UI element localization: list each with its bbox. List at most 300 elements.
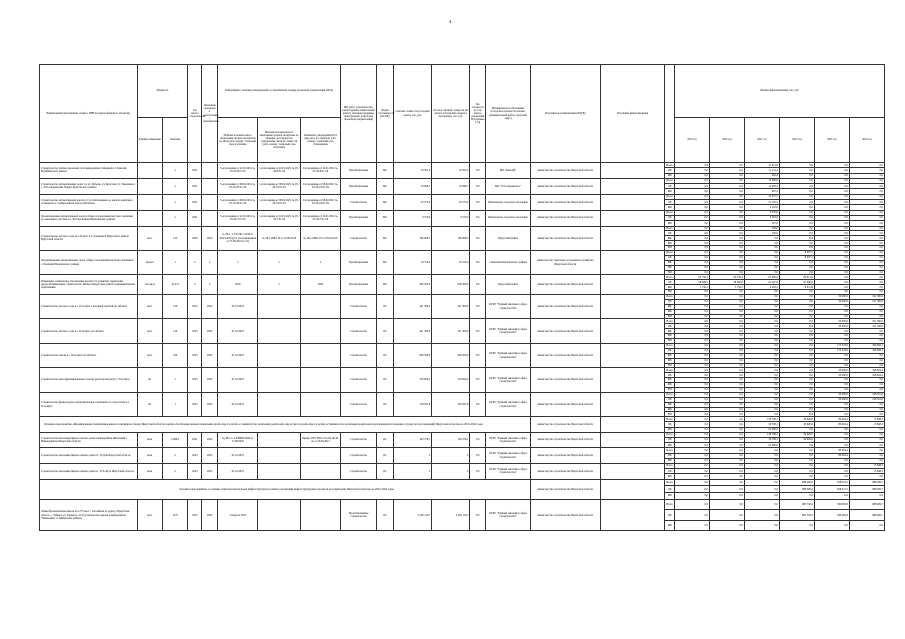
amount-cell: 0,0 — [814, 251, 849, 256]
amount-cell: 0,0 — [814, 458, 849, 463]
source-cell: ФБ — [665, 378, 675, 383]
amount-cell: 0,0 — [779, 453, 814, 458]
pd-a-cell: Согласование от 08.02.2021 № 05-59-24/21-59 — [218, 194, 258, 210]
amount-cell: 0,0 — [744, 368, 779, 373]
pd-a-cell: Согласование от 22.01.2021 № 05-59-8/21-59 — [218, 163, 258, 179]
amount-cell: 0,0 — [674, 226, 709, 231]
amount-cell: 0,0 — [674, 260, 709, 265]
remaining-cell: х — [432, 463, 470, 479]
amount-cell: 9 263,0 — [744, 215, 779, 220]
amount-cell: 0,0 — [709, 438, 744, 443]
amount-cell: 0,0 — [849, 520, 884, 531]
amount-cell: 0,0 — [674, 448, 709, 453]
amount-cell: 0,0 — [744, 363, 779, 368]
amount-cell: 0,0 — [674, 469, 709, 474]
amount-cell: 29 920,0 — [779, 422, 814, 427]
amount-cell: 0,0 — [779, 200, 814, 205]
estimate-cell: 241 300,0 — [394, 295, 432, 319]
amount-cell: 0,0 — [744, 392, 779, 397]
amount-cell: 0,0 — [744, 295, 779, 300]
executor-cell: министерство строительства Иркутской области — [530, 432, 600, 448]
source-cell: ОБ — [665, 397, 675, 402]
source-cell: Всего — [665, 479, 675, 486]
amount-cell: 0,0 — [814, 427, 849, 432]
amount-cell: 0,0 — [709, 479, 744, 486]
amount-cell: 0,0 — [849, 378, 884, 383]
gap-cell — [600, 448, 665, 464]
municipality-cell: МО "Усть-Ордынское" — [486, 178, 531, 194]
object-name: Строительство детского сада в г. Усть-Куте на 140 мест — [40, 319, 138, 343]
amount-cell: 0,0 — [814, 438, 849, 443]
start-year-cell: 2023 — [188, 368, 202, 392]
amount-cell: 0,0 — [744, 324, 779, 329]
amount-cell: 0,0 — [744, 334, 779, 339]
object-name: Строительство детского сада в г. Усть-Куте с ясельной группой на 140 мест — [40, 295, 138, 319]
ownership-cell: МС — [377, 275, 394, 295]
source-cell: ОБ — [665, 486, 675, 493]
amount-cell: 0,0 — [849, 210, 884, 215]
amount-cell: 0,0 — [674, 453, 709, 458]
amount-cell: 0,0 — [849, 290, 884, 295]
amount-cell: 0,0 — [674, 309, 709, 314]
ownership-cell: МС — [377, 178, 394, 194]
source-cell: МБ — [665, 427, 675, 432]
source-cell: ВИ — [665, 290, 675, 295]
source-cell: Всего — [666, 275, 673, 279]
amount-cell: 0,0 — [674, 200, 709, 205]
amount-cell: 0,0 — [744, 407, 779, 412]
amount-cell: 0,0 — [849, 453, 884, 458]
col-pd-b: Наличие положительного заключения органов экспертизы по проверке достоверности определения сметной стоимости (дата, номер) / плановый срок получения — [258, 118, 300, 163]
amount-cell: 0,0 — [814, 407, 849, 412]
amount-cell: 0,0 — [779, 348, 814, 353]
amount-cell: 0,0 — [744, 329, 779, 334]
pd-c-cell — [300, 392, 340, 416]
amount-cell: 191 300,0 — [849, 324, 884, 329]
estimate-cell: х — [394, 463, 432, 479]
amount-cell: 0,0 — [674, 417, 709, 422]
estimate-cell: х — [394, 448, 432, 464]
amount-cell: 256,0 — [744, 231, 779, 236]
amount-cell: 0,0 — [709, 260, 744, 265]
amount-cell: 0,0 — [744, 402, 779, 407]
amount-cell: 0,0 — [849, 163, 884, 168]
amount-cell: 59 798,1 — [744, 438, 779, 443]
amount-cell: 0,0 — [709, 368, 744, 373]
executor-cell: министерство строительства Иркутской области — [530, 275, 600, 295]
amount-cell: 0,0 — [814, 474, 849, 479]
amount-cell: 0,0 — [744, 479, 779, 486]
amount-cell: 50 000,0 — [814, 299, 849, 304]
source-cell: МБ — [665, 265, 675, 270]
source-cell: ВИ — [665, 246, 675, 251]
amount-cell: 0,0 — [709, 304, 744, 309]
amount-cell: 0,0 — [674, 163, 709, 168]
col-start-year: Год начала строительства — [188, 65, 202, 163]
finish-cell — [202, 194, 218, 210]
pd-b-cell — [258, 368, 300, 392]
amount-cell: 61 000,0 — [744, 427, 779, 432]
amount-cell: 0,0 — [779, 194, 814, 199]
amount-cell: 0,0 — [709, 251, 744, 256]
amount-cell: 0,0 — [779, 463, 814, 468]
amount-cell: 0,0 — [674, 412, 709, 417]
pd-a-cell: 01.01.2023 — [218, 392, 258, 416]
pd-c-cell: 2020 — [300, 275, 340, 295]
amount-cell: 0,0 — [849, 387, 884, 392]
pd-a-cell: 01.01.2023 — [218, 368, 258, 392]
amount-cell: 0,0 — [709, 221, 744, 226]
source-cell: МБ — [665, 443, 675, 448]
amount-cell: 0,0 — [709, 474, 744, 479]
amount-cell: 6 402,2 — [744, 285, 779, 290]
remaining-cell: 936 200,0 — [432, 275, 470, 295]
amount-cell: 0,0 — [709, 246, 744, 251]
amount-cell: 988 469,7 — [849, 486, 884, 493]
amount-cell: 0,0 — [814, 255, 849, 260]
amount-cell: 0,0 — [744, 314, 779, 319]
pd-b-cell: х — [258, 251, 300, 275]
amount-cell: 0,0 — [744, 236, 779, 241]
estimate-cell: 163 378,1 — [394, 432, 432, 448]
pd-b-cell — [258, 499, 300, 531]
ownership-cell: ОС — [377, 343, 394, 367]
value-cell: х — [162, 163, 187, 179]
source-cell: МБ — [665, 358, 675, 363]
amount-cell: 0,0 — [779, 474, 814, 479]
start-year-cell: 2021 — [188, 163, 202, 179]
municipality-cell: ОГКУ "Единый заказчик в сфере строительства" — [486, 432, 531, 448]
ownership-cell: ОС — [377, 448, 394, 464]
source-cell: Всего — [666, 163, 673, 167]
gap-cell — [600, 163, 665, 179]
amount-cell: 50 000,0 — [814, 319, 849, 324]
amount-cell: 0,0 — [709, 236, 744, 241]
amount-cell: 0,0 — [709, 290, 744, 295]
header-row-1 — [40, 65, 885, 118]
amount-cell: 0,0 — [779, 314, 814, 319]
amount-cell: 0,0 — [814, 226, 849, 231]
object-name: Строительство автомобильных дорог по ул. Победы, ул. Братская, ул. Тимохина в с. Усть-Ордынский Эхирит-Булагатского района — [40, 178, 138, 194]
executor-cell: министерство строительства Иркутской области — [530, 178, 600, 194]
value-cell: 1275 — [162, 499, 187, 531]
source-cell: ВИ — [665, 387, 675, 392]
start-year-cell: 2021 — [188, 432, 202, 448]
executor-cell: министерство строительства Иркутской области — [530, 343, 600, 367]
amount-cell: 0,0 — [674, 241, 709, 246]
amount-cell: 0,0 — [814, 304, 849, 309]
amount-cell: 168 824,4 — [849, 368, 884, 373]
estimate-cell: 936 200,0 — [394, 275, 432, 295]
section-title: Основное мероприятие «Создание общеобразовательной инфраструктуры в рамках реализации инфраструктурных проектов на территории Иркутской области» на 2022-2024 годы — [40, 479, 531, 499]
amount-cell: 15 848,3 — [849, 417, 884, 422]
readiness-cell: 0% — [470, 194, 486, 210]
source-cell: ОБ — [665, 299, 675, 304]
col-year-2022: 2022 год — [779, 118, 814, 163]
amount-cell: 0,0 — [849, 448, 884, 453]
amount-cell: 0,0 — [814, 469, 849, 474]
amount-cell: 0,0 — [709, 226, 744, 231]
estimate-cell: 218 561,8 — [394, 392, 432, 416]
value-cell: 520 — [162, 343, 187, 367]
amount-cell: 0,0 — [779, 215, 814, 220]
value-cell: 145 — [162, 226, 187, 250]
amount-cell: 0,0 — [709, 397, 744, 402]
amount-cell: 0,0 — [744, 373, 779, 378]
amount-cell: 0,0 — [779, 319, 814, 324]
pd-b-cell: Согласование от 22.01.2021 № 05-59-7/21-59 — [258, 210, 300, 226]
amount-cell: 0,0 — [674, 397, 709, 402]
amount-cell: 0,0 — [744, 319, 779, 324]
unit-cell: шт — [137, 368, 162, 392]
amount-cell: 0,0 — [814, 520, 849, 531]
object-name: Строительство детского сада на 145 мест в п. Дзержинск Иркутского района Иркутской области — [40, 226, 138, 250]
amount-cell: 0,0 — [849, 215, 884, 220]
amount-cell: 0,0 — [849, 285, 884, 290]
pd-a-cell: № 38-1-1-3-031611-2019 от 20.05.2019 (утв. распоряжением от 27.06.2019 № 51) — [218, 226, 258, 250]
object-name: Строительство многофункционального центра (дома культуры) в г. Усть-Куте — [40, 368, 138, 392]
amount-cell: 0,0 — [849, 339, 884, 344]
amount-cell: 0,0 — [674, 493, 709, 500]
amount-cell: 0,0 — [814, 173, 849, 178]
source-cell: ОБ — [665, 469, 675, 474]
amount-cell: 0,0 — [814, 270, 849, 275]
estimate-cell: 660 500,0 — [394, 343, 432, 367]
work-type-cell: Проектирование/строительство — [341, 499, 377, 531]
amount-cell: 0,0 — [779, 184, 814, 189]
amount-cell: 0,0 — [849, 334, 884, 339]
executor-cell: министерство строительства Иркутской области — [530, 463, 600, 479]
finish-cell: 2022 — [202, 432, 218, 448]
ownership-cell: ОС — [377, 368, 394, 392]
amount-cell: 0,0 — [779, 383, 814, 388]
gap-cell — [600, 499, 665, 531]
unit-cell: мест — [137, 499, 162, 531]
amount-cell: 0,0 — [744, 397, 779, 402]
amount-cell: 0,0 — [709, 463, 744, 468]
executor-cell: министерство строительства Иркутской области — [530, 448, 600, 464]
object-name: Проектирование автомобильной дороги общего пользования местного значения до земельных участков в с. Чистые Ключи Шелеховского района — [40, 210, 138, 226]
gap-cell — [600, 479, 665, 499]
amount-cell: 346 956,1 — [849, 343, 884, 348]
value-cell: 140 — [162, 295, 187, 319]
finish-cell: 2024 — [202, 499, 218, 531]
source-cell: Всего — [666, 417, 673, 421]
amount-cell: 191 300,0 — [849, 319, 884, 324]
amount-cell: 0,0 — [709, 348, 744, 353]
amount-cell: 58 000,0 — [709, 280, 744, 285]
amount-cell: 0,0 — [814, 378, 849, 383]
amount-cell: 0,0 — [674, 221, 709, 226]
source-cell: МБ — [665, 458, 675, 463]
value-cell: х — [162, 194, 187, 210]
pd-a-cell: № 38-1-1-3-038608-2020 от 17.08.2020 — [218, 432, 258, 448]
col-ownership: Форма собственности (ОС/МС) — [377, 65, 394, 163]
source-cell: Всего — [666, 344, 673, 348]
amount-cell: 168 561,8 — [849, 392, 884, 397]
amount-cell: 0,0 — [779, 221, 814, 226]
col-readiness: Тех. готовность (в % на начало реализации Программы (%)) — [470, 65, 486, 163]
amount-cell: 0,0 — [849, 255, 884, 260]
amount-cell: 0,0 — [814, 443, 849, 448]
work-type-cell: Строительство — [341, 295, 377, 319]
pd-a-cell: 01.01.2023 — [218, 295, 258, 319]
amount-cell: 0,0 — [779, 427, 814, 432]
amount-cell: 0,0 — [744, 358, 779, 363]
amount-cell: 29 920,0 — [779, 432, 814, 437]
amount-cell: 0,0 — [814, 383, 849, 388]
amount-cell: 12 083,4 — [744, 184, 779, 189]
amount-cell: 29 920,0 — [779, 438, 814, 443]
amount-cell: 0,0 — [674, 520, 709, 531]
amount-cell: 0,0 — [674, 343, 709, 348]
col-estimate: Сметная стоимость (в текущих ценах), тыс. руб. — [394, 65, 432, 163]
estimate-cell: 241 300,0 — [394, 319, 432, 343]
amount-cell: 0,0 — [849, 221, 884, 226]
unit-cell: кв.м — [137, 432, 162, 448]
amount-cell: 0,0 — [709, 270, 744, 275]
amount-cell: 0,0 — [674, 184, 709, 189]
start-year-cell: 2023 — [188, 463, 202, 479]
municipality-cell: ОГКУ "Единый заказчик в сфере строительства" — [486, 368, 531, 392]
remaining-cell: 2 340 110,7 — [432, 499, 470, 531]
source-cell: МБ — [665, 493, 675, 500]
amount-cell: 0,0 — [779, 265, 814, 270]
amount-cell: 0,0 — [779, 246, 814, 251]
source-cell: МБ — [665, 221, 675, 226]
readiness-cell: 0% — [470, 251, 486, 275]
amount-cell: 0,0 — [779, 304, 814, 309]
municipality-cell: ОГКУ "Единый заказчик в сфере строительства" — [486, 448, 531, 464]
amount-cell: 0,0 — [744, 499, 779, 510]
amount-cell: 0,0 — [779, 373, 814, 378]
source-cell: ОБ — [665, 200, 675, 205]
amount-cell: 0,0 — [744, 412, 779, 417]
amount-cell: 0,0 — [814, 329, 849, 334]
amount-cell: 0,0 — [674, 443, 709, 448]
amount-cell: 50 000,0 — [814, 373, 849, 378]
work-type-cell: Проектирование — [341, 251, 377, 275]
pd-c-cell: Согласование от 22.01.2021 № 05-59-8/21-59 — [300, 163, 340, 179]
amount-cell: 0,0 — [849, 194, 884, 199]
amount-cell: 3 756,3 — [674, 285, 709, 290]
amount-cell: 0,0 — [779, 309, 814, 314]
pd-c-cell — [300, 368, 340, 392]
amount-cell: 0,0 — [849, 275, 884, 280]
amount-cell: 0,0 — [779, 241, 814, 246]
source-cell: Всего — [666, 464, 673, 468]
source-cell: Всего — [666, 179, 673, 183]
source-cell: МБ — [665, 474, 675, 479]
amount-cell: 0,0 — [849, 241, 884, 246]
start-year-cell: 2021 — [188, 178, 202, 194]
col-work-type: Вид работ (строительство, реконструкция, капитальный ремонт, техперевооружение, приобретение, разработка проектной документации) — [341, 65, 377, 163]
amount-cell: 0,0 — [814, 463, 849, 468]
pd-a-cell: 01.01.2023 — [218, 319, 258, 343]
executor-cell: министерство строительства Иркутской области — [530, 163, 600, 179]
amount-cell: 15 848,3 — [849, 463, 884, 468]
amount-cell: 0,0 — [709, 486, 744, 493]
estimate-cell: 18 314,0 — [394, 251, 432, 275]
amount-cell: 0,0 — [849, 474, 884, 479]
estimate-cell: 23 275,0 — [394, 194, 432, 210]
amount-cell: 0,0 — [709, 189, 744, 194]
gap-cell — [600, 343, 665, 367]
amount-cell: 0,0 — [814, 309, 849, 314]
amount-cell: 0,0 — [779, 290, 814, 295]
pd-b-cell — [258, 295, 300, 319]
amount-cell: 128 798,1 — [744, 432, 779, 437]
source-cell: ОБ — [665, 184, 675, 189]
amount-cell: 0,0 — [674, 438, 709, 443]
finish-cell: 2024 — [202, 343, 218, 367]
amount-cell: 61 497,8 — [744, 280, 779, 285]
municipality-cell: ОГКУ "Единый заказчик в сфере строительства" — [486, 319, 531, 343]
amount-cell: 0,0 — [709, 458, 744, 463]
object-name: Строительство школы в г. Усть-Куте на 520 мест — [40, 343, 138, 367]
pd-a-cell: 01.01.2023 — [218, 463, 258, 479]
source-cell: ОБ — [665, 215, 675, 220]
gap-cell — [600, 463, 665, 479]
amount-cell: 0,0 — [849, 246, 884, 251]
amount-cell: 0,0 — [674, 363, 709, 368]
amount-cell: 0,0 — [744, 510, 779, 521]
amount-cell: 0,0 — [779, 270, 814, 275]
pd-b-cell: № 38-1-0682-19 от 25.06.2019 — [258, 226, 300, 250]
amount-cell: 0,0 — [709, 194, 744, 199]
pd-a-cell: 2020 — [218, 275, 258, 295]
amount-cell: 0,0 — [779, 443, 814, 448]
amount-cell: 50 000,0 — [814, 397, 849, 402]
amount-cell: 0,0 — [779, 210, 814, 215]
amount-cell: 0,0 — [709, 373, 744, 378]
amount-cell: 15 848,3 — [849, 469, 884, 474]
source-cell: ВИ — [665, 363, 675, 368]
finish-cell — [202, 163, 218, 179]
value-cell: 140 — [162, 319, 187, 343]
amount-cell: 191 300,0 — [849, 295, 884, 300]
table-body — [40, 163, 885, 531]
source-cell: Всего — [666, 319, 673, 323]
amount-cell: 15 848,3 — [849, 422, 884, 427]
amount-cell: 0,0 — [814, 353, 849, 358]
amount-cell: 0,0 — [674, 368, 709, 373]
amount-cell: 0,0 — [674, 178, 709, 183]
object-name: Общеобразовательная школа на 1275 мест с бассейном по адресу: Иркутская область, г. Тайшет, ул. Горького, 25 (Строительство школы в микрорайоне "Мальцевка" в Тайшетском районе) — [40, 499, 138, 531]
pd-c-cell — [300, 463, 340, 479]
municipality-cell: Иркутский район — [486, 226, 531, 250]
amount-cell: 0,0 — [674, 499, 709, 510]
pd-c-cell: х — [300, 251, 340, 275]
amount-cell: 0,0 — [674, 383, 709, 388]
start-year-cell: 2023 — [188, 343, 202, 367]
amount-cell: 0,0 — [814, 285, 849, 290]
amount-cell: 0,0 — [674, 205, 709, 210]
col-source: Источники финансирования — [600, 65, 665, 163]
estimate-cell: 10 591,0 — [394, 163, 432, 179]
source-cell: МБ — [665, 334, 675, 339]
amount-cell: 0,0 — [744, 348, 779, 353]
amount-cell: 0,0 — [674, 255, 709, 260]
amount-cell: 0,0 — [779, 205, 814, 210]
amount-cell: 0,0 — [674, 339, 709, 344]
amount-cell: 0,0 — [709, 343, 744, 348]
source-cell: ОБ — [665, 255, 675, 260]
unit-cell: мест — [137, 226, 162, 250]
amount-cell: 21 165,5 — [744, 200, 779, 205]
finish-cell: 2020 — [202, 226, 218, 250]
amount-cell: 0,0 — [709, 510, 744, 521]
